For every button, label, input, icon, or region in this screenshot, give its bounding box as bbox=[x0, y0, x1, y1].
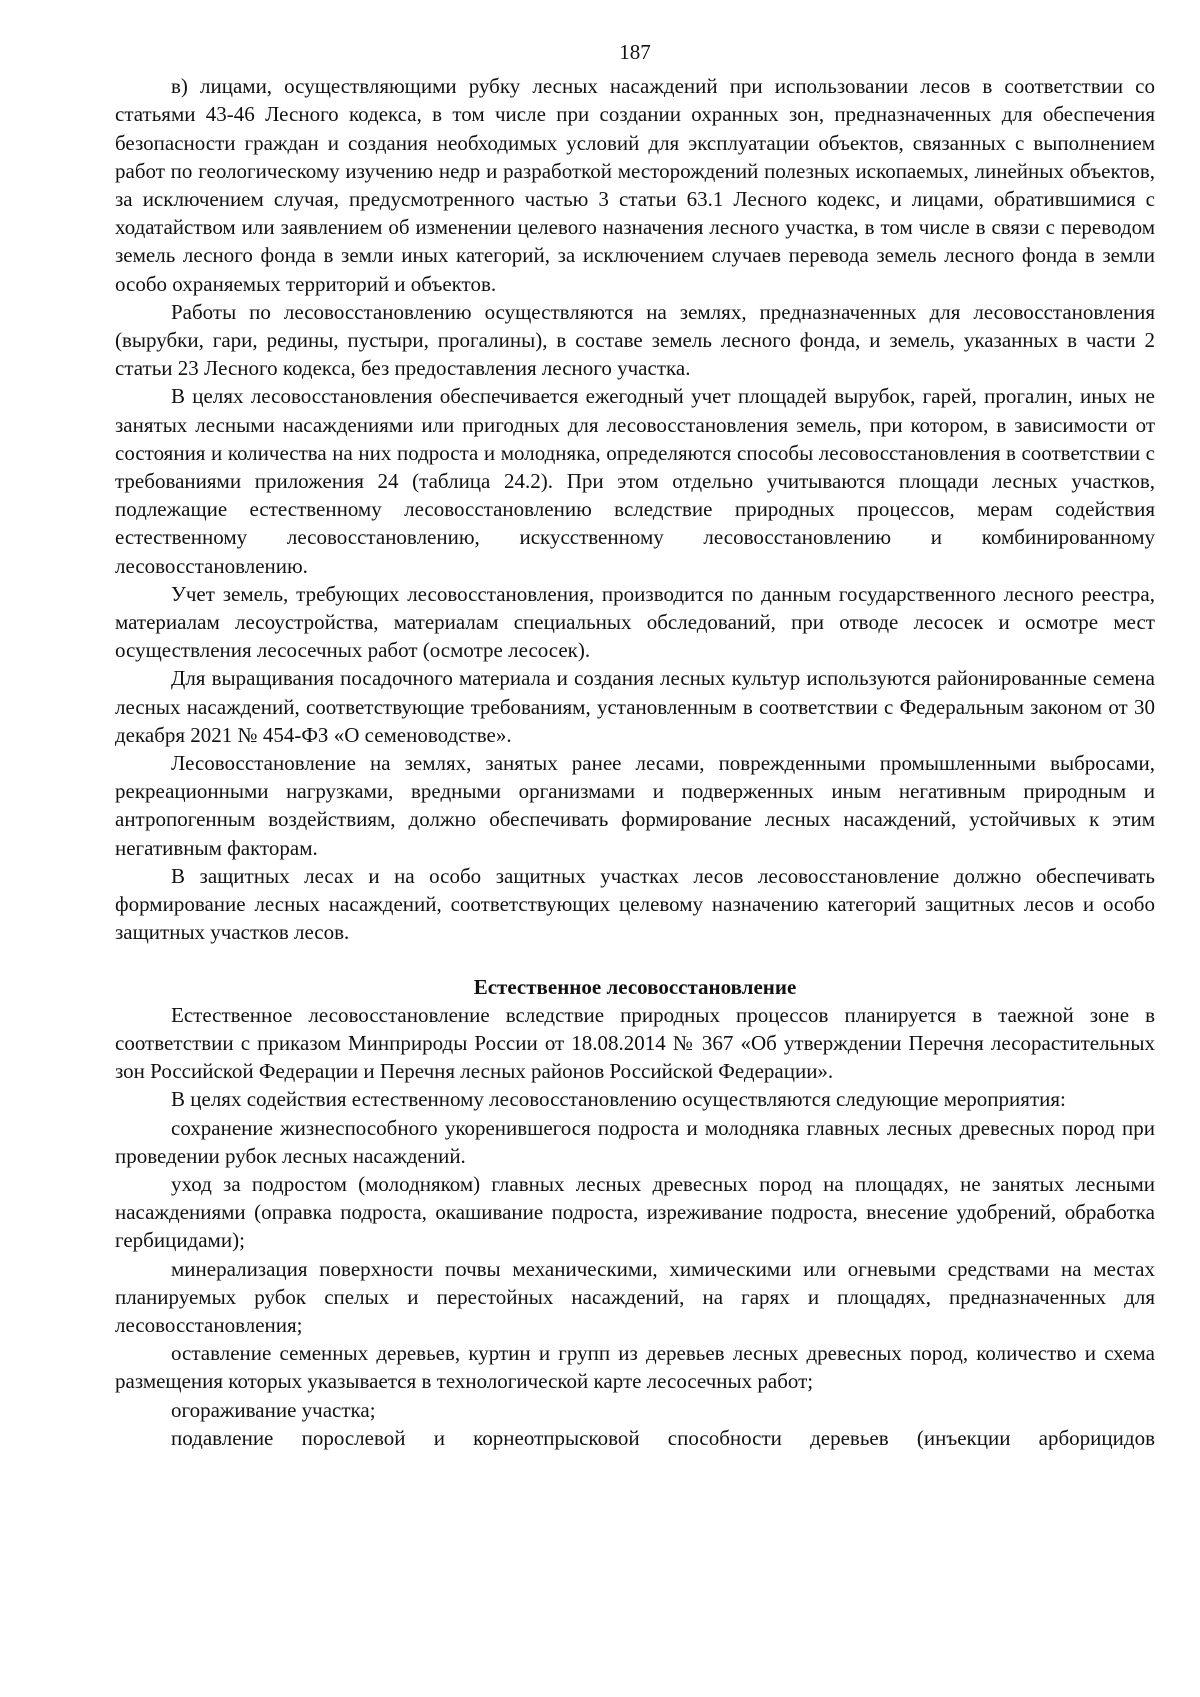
list-item-sprout-suppression: подавление порослевой и корнеотпрысковой способности деревьев (инъекции арборицидов bbox=[171, 1425, 1155, 1450]
paragraph-assistance-measures-intro: В целях содействия естественному лесовосстановлению осуществляются следующие мероприятия: bbox=[171, 1087, 1066, 1112]
document-page bbox=[115, 28, 1155, 1452]
list-item-soil-mineralization: минерализация поверхности почвы механическими, химическими или огневыми средствами на местах планируемых рубок спелых и перестойных насаждений, на гарях и площадях, предназначенных для лесовосстановления; bbox=[115, 1256, 1155, 1337]
paragraph-natural-reforestation: Естественное лесовосстановление вследствие природных процессов планируется в таежной зоне в соответствии с приказом Минприроды России от 18.08.2014 № 367 «Об утверждении Перечня лесорастительных зон Российской Федерации и Перечня лесных районов Российской Федерации». bbox=[115, 1002, 1155, 1084]
paragraph-land-accounting-sources: Учет земель, требующих лесовосстановления, производится по данным государственного лесного реестра, материалам лесоустройства, материалам специальных обследований, при отводе лесосек и осмотре мест осуществления лесосечных работ (осмотре лесосек). bbox=[115, 581, 1155, 663]
page-number: 187 bbox=[619, 40, 651, 64]
list-item-preserve-undergrowth: сохранение жизнеспособного укоренившегося подроста и молодняка главных лесных древесных пород при проведении рубок лесных насаждений. bbox=[115, 1115, 1155, 1168]
paragraph-annual-accounting: В целях лесовосстановления обеспечивается ежегодный учет площадей вырубок, гарей, прогалин, иных не занятых лесными насаждениями или пригодных для лесовосстановления земель, при котором, в зависимости от состояния и количества на них подроста и молодняка, определяются способы лесовосстановления в соответствии с требованиями приложения 24 (таблица 24.2). При этом отдельно учитываются площади лесных участков, подлежащие естественному лесовосстановлению вследствие природных процессов, мерам содействия естественному лесовосстановлению, искусственному лесовосстановлению и комбинированному лесовосстановлению. bbox=[115, 384, 1155, 578]
section-spacer bbox=[115, 947, 1155, 973]
paragraph-damaged-forests: Лесовосстановление на землях, занятых ранее лесами, поврежденными промышленными выбросами, рекреационными нагрузками, вредными организмами и подверженных иным негативным природным и антропогенным воздействиям, должно обеспечивать формирование лесных насаждений, устойчивых к этим негативным факторам. bbox=[115, 751, 1155, 860]
paragraph-protective-forests: В защитных лесах и на особо защитных участках лесов лесовосстановление должно обеспечивать формирование лесных насаждений, соответствующих целевому назначению категорий защитных лесов и особо защитных участков лесов. bbox=[115, 863, 1155, 945]
paragraph-persons-clause: в) лицами, осуществляющими рубку лесных насаждений при использовании лесов в соответствии со статьями 43-46 Лесного кодекса, в том числе при создании охранных зон, предназначенных для обеспечения безопасности граждан и создания необходимых условий для эксплуатации объектов, связанных с выполнением работ по геологическому изучению недр и разработкой месторождений полезных ископаемых, линейных объектов, за исключением случая, предусмотренного частью 3 статьи 63.1 Лесного кодекс, и лицами, обратившимися с ходатайством или заявлением об изменении целевого назначения лесного участка, в том числе в связи с переводом земель лесного фонда в земли иных категорий, за исключением случаев перевода земель лесного фонда в земли особо охраняемых территорий и объектов. bbox=[115, 74, 1155, 296]
paragraph-reforestation-lands: Работы по лесовосстановлению осуществляются на землях, предназначенных для лесовосстановления (вырубки, гари, редины, пустыри, прогалины), в составе земель лесного фонда, и земель, указанных в части 2 статьи 23 Лесного кодекса, без предоставления лесного участка. bbox=[115, 299, 1155, 381]
list-item-fencing: огораживание участка; bbox=[171, 1397, 376, 1422]
list-item-seed-trees: оставление семенных деревьев, куртин и групп из деревьев лесных древесных пород, количество и схема размещения которых указывается в технологической карте лесосечных работ; bbox=[115, 1341, 1155, 1394]
paragraph-planting-material: Для выращивания посадочного материала и создания лесных культур используются районированные семена лесных насаждений, соответствующие требованиям, установленным в соответствии с Федеральным законом от 30 декабря 2021 № 454-ФЗ «О семеноводстве». bbox=[115, 666, 1155, 747]
list-item-undergrowth-care: уход за подростом (молодняком) главных лесных древесных пород на площадях, не занятых лесными насаждениями (оправка подроста, окашивание подроста, изреживание подроста, внесение удобрений, обработка гербицидами); bbox=[115, 1171, 1155, 1253]
section-heading: Естественное лесовосстановление bbox=[473, 974, 797, 999]
